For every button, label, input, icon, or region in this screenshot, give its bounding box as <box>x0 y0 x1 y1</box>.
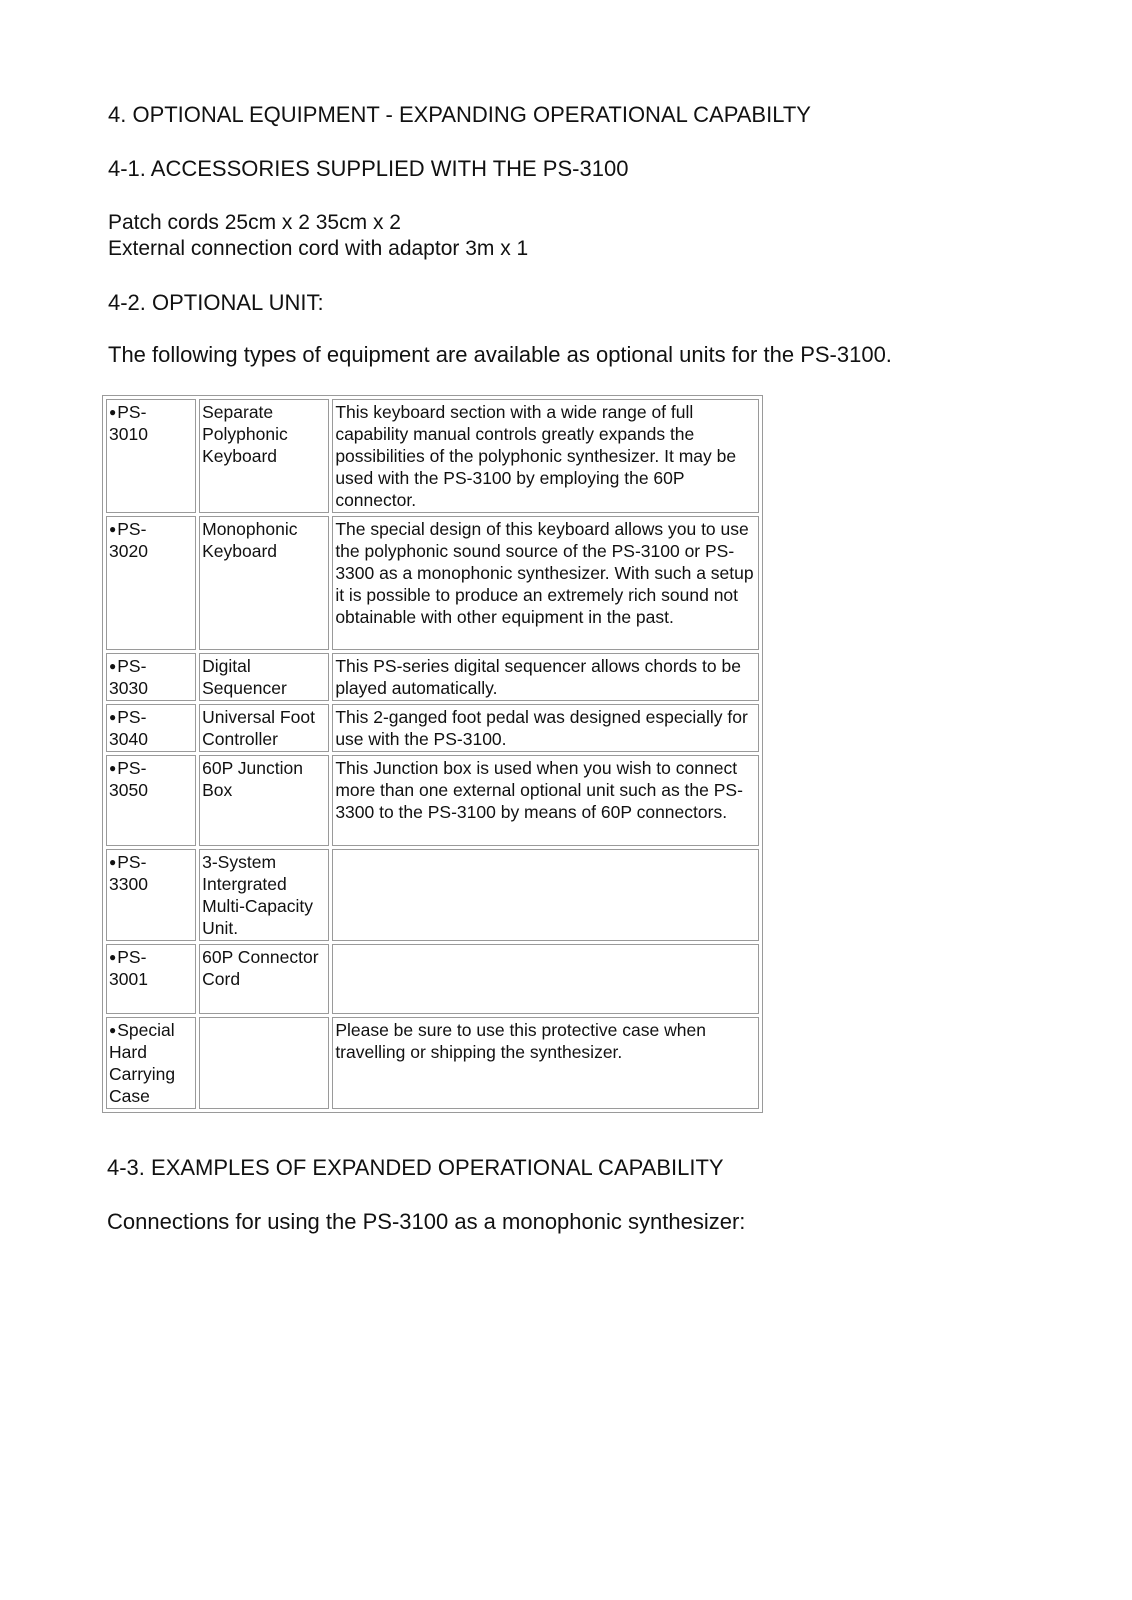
model-cell <box>106 704 196 752</box>
bullet-icon: ● <box>109 405 117 419</box>
model-cell <box>106 944 196 1014</box>
unit-description-cell <box>332 944 759 1014</box>
unit-name-cell: Universal Foot Controller <box>199 704 329 752</box>
bullet-icon: ● <box>109 761 117 775</box>
model-cell <box>106 849 196 941</box>
bullet-icon: ● <box>109 522 117 536</box>
table-row <box>106 704 759 752</box>
model-number: PS- 3050 <box>109 758 148 800</box>
unit-description-cell: This keyboard section with a wide range of full capability manual controls greatly expands the possibilities of the polyphonic synthesizer. It may be used with the PS-3100 by employing the 60P connector. <box>332 399 759 513</box>
unit-name-cell: 60P Junction Box <box>199 755 329 846</box>
unit-name-cell <box>199 1017 329 1109</box>
table-row <box>106 849 759 941</box>
unit-description-cell: This Junction box is used when you wish to connect more than one external optional unit such as the PS-3300 to the PS-3100 by means of 60P connectors. <box>332 755 759 846</box>
unit-description-cell: This 2-ganged foot pedal was designed especially for use with the PS-3100. <box>332 704 759 752</box>
model-number: PS- 3030 <box>109 656 148 698</box>
model-cell <box>106 653 196 701</box>
model-number: PS- 3020 <box>109 519 148 561</box>
unit-name-cell: 60P Connector Cord <box>199 944 329 1014</box>
model-number: Special Hard Carrying Case <box>109 1020 176 1106</box>
unit-name-cell: Separate Polyphonic Keyboard <box>199 399 329 513</box>
model-number: PS- 3010 <box>109 402 148 444</box>
model-cell <box>106 516 196 650</box>
unit-name-cell: Digital Sequencer <box>199 653 329 701</box>
table-row <box>106 755 759 846</box>
table-row <box>106 653 759 701</box>
model-number: PS- 3040 <box>109 707 148 749</box>
model-number: PS- 3300 <box>109 852 148 894</box>
bullet-icon: ● <box>109 950 117 964</box>
bullet-icon: ● <box>109 710 117 724</box>
unit-name-cell: 3-System Intergrated Multi-Capacity Unit. <box>199 849 329 941</box>
table-row <box>106 516 759 650</box>
accessories-list <box>108 210 528 262</box>
optional-unit-intro: The following types of equipment are available as optional units for the PS-3100. <box>108 342 892 367</box>
connections-text: Connections for using the PS-3100 as a monophonic synthesizer: <box>107 1209 746 1234</box>
section-accessories-title: 4-1. ACCESSORIES SUPPLIED WITH THE PS-3100 <box>108 156 629 181</box>
table-row <box>106 1017 759 1109</box>
section-optional-unit-title: 4-2. OPTIONAL UNIT: <box>108 290 324 315</box>
model-cell <box>106 755 196 846</box>
accessory-line: External connection cord with adaptor 3m x 1 <box>108 237 529 260</box>
optional-units-table <box>102 395 763 1113</box>
unit-description-cell: Please be sure to use this protective case when travelling or shipping the synthesizer. <box>332 1017 759 1109</box>
bullet-icon: ● <box>109 659 117 673</box>
model-number: PS- 3001 <box>109 947 148 989</box>
bullet-icon: ● <box>109 1023 117 1037</box>
unit-description-cell: This PS-series digital sequencer allows chords to be played automatically. <box>332 653 759 701</box>
unit-description-cell: The special design of this keyboard allows you to use the polyphonic sound source of the PS-3100 or PS-3300 as a monophonic synthesizer. With such a setup it is possible to produce an extremely rich sound not obtainable with other equipment in the past. <box>332 516 759 650</box>
table-row <box>106 399 759 513</box>
table-row <box>106 944 759 1014</box>
unit-name-cell: Monophonic Keyboard <box>199 516 329 650</box>
section-examples-title: 4-3. EXAMPLES OF EXPANDED OPERATIONAL CAPABILITY <box>107 1155 724 1180</box>
model-cell <box>106 1017 196 1109</box>
accessory-line: Patch cords 25cm x 2 35cm x 2 <box>108 211 401 234</box>
model-cell <box>106 399 196 513</box>
bullet-icon: ● <box>109 855 117 869</box>
unit-description-cell <box>332 849 759 941</box>
page-heading: 4. OPTIONAL EQUIPMENT - EXPANDING OPERATIONAL CAPABILTY <box>108 102 811 127</box>
